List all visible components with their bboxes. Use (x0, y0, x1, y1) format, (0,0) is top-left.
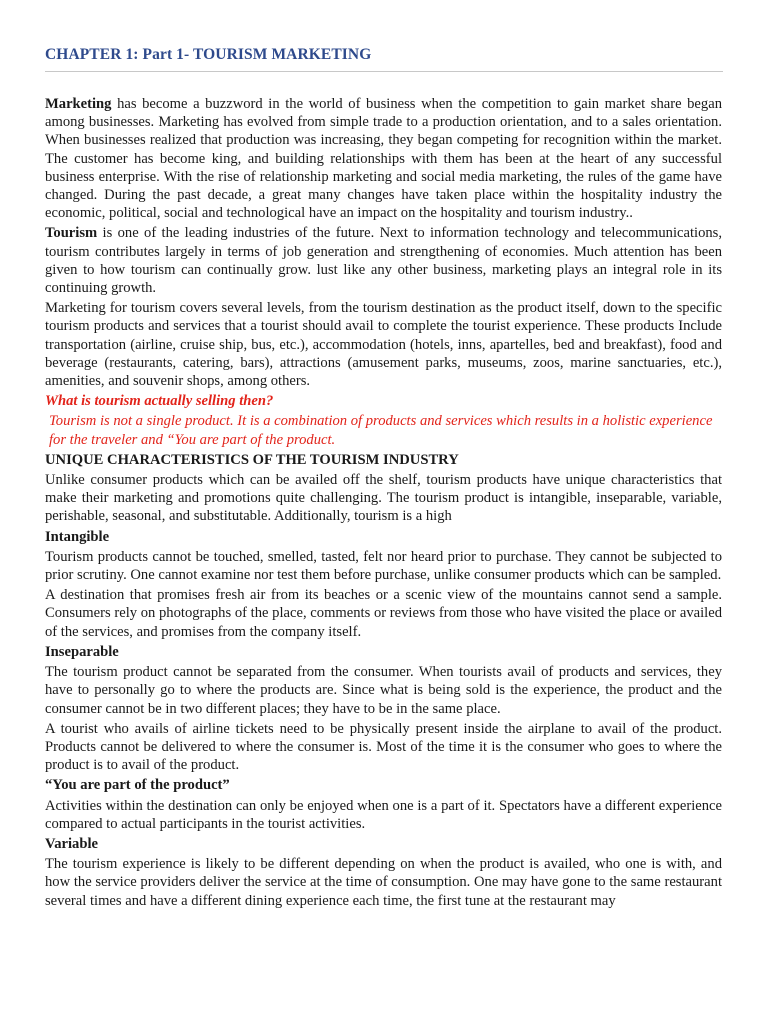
inseparable-paragraph-1: The tourism product cannot be separated from the consumer. When tourists avail of products and services, they have to personally go to where the products are. Since what is being sold is the experience, the product and the consumer cannot be in two different places; they have to be in the same place. (45, 664, 722, 717)
tourism-paragraph (45, 224, 722, 297)
marketing-lead: Marketing (45, 96, 112, 112)
answer-text: Tourism is not a single product. It is a combination of products and services which results in a holistic experience for the traveler and “You are part of the product. (49, 413, 713, 448)
document-body (45, 95, 722, 912)
intangible-paragraph-2: A destination that promises fresh air from its beaches or a scenic view of the mountains cannot send a sample. Consumers rely on photographs of the place, comments or reviews from those who have visited the place or availed of the services, and promises from the company itself. (45, 587, 722, 640)
unique-characteristics-heading: UNIQUE CHARACTERISTICS OF THE TOURISM INDUSTRY (45, 451, 459, 468)
marketing-paragraph (45, 95, 722, 222)
variable-paragraph: The tourism experience is likely to be different depending on when the product is availed, who one is with, and how the service providers deliver the service at the time of consumption. One may have gone to the same restaurant several times and have a different dining experience each time, the first tune at the restaurant may (45, 856, 722, 909)
question-text: What is tourism actually selling then? (45, 393, 274, 410)
part-of-product-paragraph: Activities within the destination can only be enjoyed when one is a part of it. Spectators have a different experience compared to actual participants in the tourist activities. (45, 797, 722, 832)
tourism-text: is one of the leading industries of the future. Next to information technology and telecommunications, tourism contributes largely in terms of job generation and strengthening of economies. Much attention has been given to how tourism can continually grow. lust like any other business, marketing plays an integral role in its continuing growth. (45, 225, 722, 297)
intangible-paragraph-1: Tourism products cannot be touched, smelled, tasted, felt nor heard prior to purchase. They cannot be subjected to prior scrutiny. One cannot examine nor test them before purchase, unlike consumer products which can be sampled. (45, 548, 722, 584)
inseparable-heading: Inseparable (45, 643, 119, 660)
part-of-product-heading: “You are part of the product” (45, 777, 230, 794)
unique-characteristics-paragraph: Unlike consumer products which can be availed off the shelf, tourism products have unique characteristics that make their marketing and promotions quite challenging. The tourism product is intangible, inseparable, variable, perishable, seasonal, and substitutable. Additionally, tourism is a high (45, 472, 722, 525)
intangible-heading: Intangible (45, 528, 110, 545)
title-divider (45, 71, 723, 72)
marketing-text: has become a buzzword in the world of business when the competition to gain market share began among businesses. Marketing has evolved from simple trade to a production orientation, and to a sales orientation. When businesses realized that production was increasing, they began competing for recognition within the market. The customer has become king, and building relationships with them has been at the heart of any successful business enterprise. With the rise of relationship marketing and social media marketing, the rules of the game have changed. During the past decade, a great many changes have taken place within the hospitality industry the economic, political, social and technological have an impact on the hospitality and tourism industry.. (45, 96, 722, 222)
chapter-title: CHAPTER 1: Part 1- TOURISM MARKETING (45, 46, 372, 63)
variable-heading: Variable (45, 835, 98, 852)
inseparable-paragraph-2: A tourist who avails of airline tickets need to be physically present inside the airplane to avail of the product. Products cannot be delivered to where the consumer is. Most of the time it is the consumer who goes to where the product is to avail of the product. (45, 720, 722, 774)
levels-paragraph: Marketing for tourism covers several levels, from the tourism destination as the product itself, down to the specific tourism products and services that a tourist should avail to complete the tourist experience. These products Include transportation (airline, cruise ship, bus, etc.), accommodation (hotels, inns, apartelles, bed and breakfast), food and beverage (restaurants, catering, bars), attractions (amusement parks, museums, zoos, marine sanctuaries, etc.), amenities, and souvenir shops, among others. (45, 300, 722, 390)
tourism-lead: Tourism (45, 225, 98, 242)
